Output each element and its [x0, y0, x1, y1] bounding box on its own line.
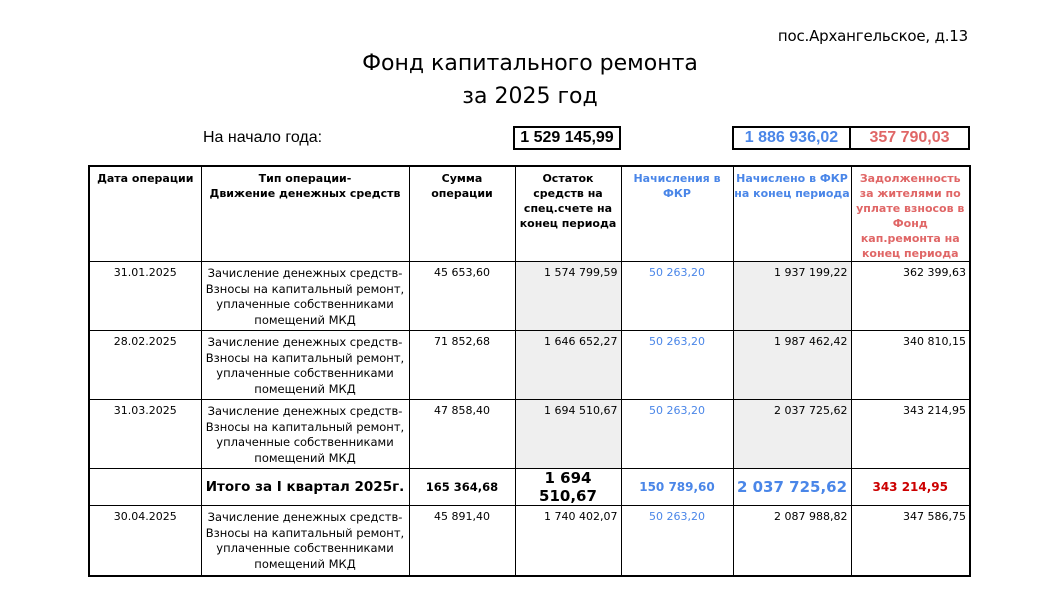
total-empty-cell [89, 469, 201, 506]
header-accruals: Начисления в ФКР [621, 166, 733, 262]
table-row [89, 331, 970, 400]
cell-sum: 45 653,60 [409, 262, 515, 331]
cell-sum: 45 891,40 [409, 506, 515, 577]
cell-accrual: 50 263,20 [621, 400, 733, 469]
table-row [89, 262, 970, 331]
cell-date: 30.04.2025 [89, 506, 201, 577]
cell-debt: 343 214,95 [851, 400, 970, 469]
total-accrued-total: 2 037 725,62 [733, 469, 851, 506]
table-header-row [89, 166, 970, 262]
start-debt-box: 357 790,03 [849, 126, 970, 150]
cell-date: 31.01.2025 [89, 262, 201, 331]
cell-accrual: 50 263,20 [621, 506, 733, 577]
cell-sum: 71 852,68 [409, 331, 515, 400]
total-debt: 343 214,95 [851, 469, 970, 506]
total-q1-row [89, 469, 970, 506]
cell-date: 31.03.2025 [89, 400, 201, 469]
header-type-line2: Движение денежных средств [209, 187, 401, 200]
operations-table [88, 165, 971, 577]
cell-type: Зачисление денежных средств- Взносы на капитальный ремонт, уплаченные собственниками помещений МКД [201, 331, 409, 400]
cell-balance: 1 740 402,07 [515, 506, 621, 577]
cell-accrued-total: 1 937 199,22 [733, 262, 851, 331]
cell-accrued-total: 1 987 462,42 [733, 331, 851, 400]
header-balance: Остаток средств на спец.счете на конец периода [515, 166, 621, 262]
cell-type: Зачисление денежных средств- Взносы на капитальный ремонт, уплаченные собственниками помещений МКД [201, 400, 409, 469]
total-accrual: 150 789,60 [621, 469, 733, 506]
table-row [89, 400, 970, 469]
cell-balance: 1 694 510,67 [515, 400, 621, 469]
cell-accrued-total: 2 037 725,62 [733, 400, 851, 469]
total-balance: 1 694 510,67 [515, 469, 621, 506]
cell-type: Зачисление денежных средств- Взносы на капитальный ремонт, уплаченные собственниками помещений МКД [201, 506, 409, 577]
total-sum: 165 364,68 [409, 469, 515, 506]
header-type [201, 166, 409, 262]
cell-accrued-total: 2 087 988,82 [733, 506, 851, 577]
page-title: Фонд капитального ремонта [362, 51, 698, 76]
header-type-line1: Тип операции- [258, 172, 352, 185]
page-subtitle: за 2025 год [462, 84, 598, 109]
cell-sum: 47 858,40 [409, 400, 515, 469]
cell-accrual: 50 263,20 [621, 262, 733, 331]
header-date: Дата операции [89, 166, 201, 262]
cell-date: 28.02.2025 [89, 331, 201, 400]
start-balance-box: 1 529 145,99 [513, 126, 621, 150]
cell-balance: 1 646 652,27 [515, 331, 621, 400]
cell-type: Зачисление денежных средств- Взносы на капитальный ремонт, уплаченные собственниками помещений МКД [201, 262, 409, 331]
start-of-year-label: На начало года: [203, 129, 323, 146]
total-label: Итого за I квартал 2025г. [201, 469, 409, 506]
house-address: пос.Архангельское, д.13 [777, 27, 968, 45]
cell-accrual: 50 263,20 [621, 331, 733, 400]
cell-debt: 362 399,63 [851, 262, 970, 331]
header-sum: Сумма операции [409, 166, 515, 262]
cell-balance: 1 574 799,59 [515, 262, 621, 331]
cell-debt: 347 586,75 [851, 506, 970, 577]
header-debt: Задолженность за жителями по уплате взносов в Фонд кап.ремонта на конец периода [851, 166, 970, 262]
cell-debt: 340 810,15 [851, 331, 970, 400]
start-accrued-box: 1 886 936,02 [732, 126, 851, 150]
table-row [89, 506, 970, 577]
header-accrued-total: Начислено в ФКР на конец периода [733, 166, 851, 262]
